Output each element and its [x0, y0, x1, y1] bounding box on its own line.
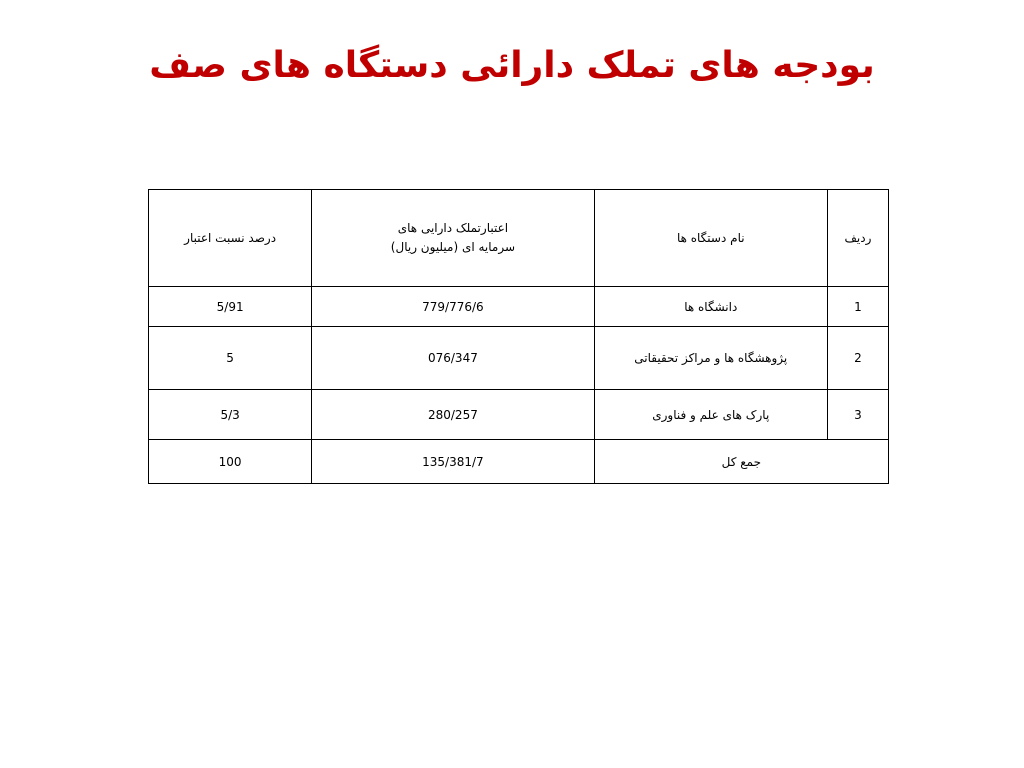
- table-row: [149, 287, 889, 327]
- header-capital-credit-line2: سرمایه ای (میلیون ریال): [390, 240, 516, 254]
- header-capital-credit: [312, 190, 594, 287]
- org-name: پارک های علم و فناوری: [594, 390, 827, 440]
- slide-title: بودجه های تملک دارائی دستگاه های صف: [149, 45, 875, 86]
- total-credit-percent: 100: [149, 440, 312, 484]
- org-name: دانشگاه ها: [594, 287, 827, 327]
- table-row: [149, 327, 889, 390]
- row-number: 2: [827, 327, 888, 390]
- header-row-number: ردیف: [827, 190, 888, 287]
- table-header-row: [149, 190, 889, 287]
- credit-percent: 5/3: [149, 390, 312, 440]
- row-number: 3: [827, 390, 888, 440]
- total-capital-credit: 135/381/7: [312, 440, 594, 484]
- header-credit-percent: درصد نسبت اعتبار: [149, 190, 312, 287]
- credit-percent: 5: [149, 327, 312, 390]
- row-number: 1: [827, 287, 888, 327]
- capital-credit: 076/347: [312, 327, 594, 390]
- org-name: پژوهشگاه ها و مراکز تحقیقاتی: [594, 327, 827, 390]
- capital-credit: 779/776/6: [312, 287, 594, 327]
- budget-table: [148, 189, 889, 484]
- capital-credit: 280/257: [312, 390, 594, 440]
- total-label: جمع کل: [594, 440, 888, 484]
- credit-percent: 5/91: [149, 287, 312, 327]
- header-capital-credit-line1: اعتبارتملک دارایی های: [397, 221, 509, 235]
- header-org-name: نام دستگاه ها: [594, 190, 827, 287]
- table-total-row: [149, 440, 889, 484]
- table-row: [149, 390, 889, 440]
